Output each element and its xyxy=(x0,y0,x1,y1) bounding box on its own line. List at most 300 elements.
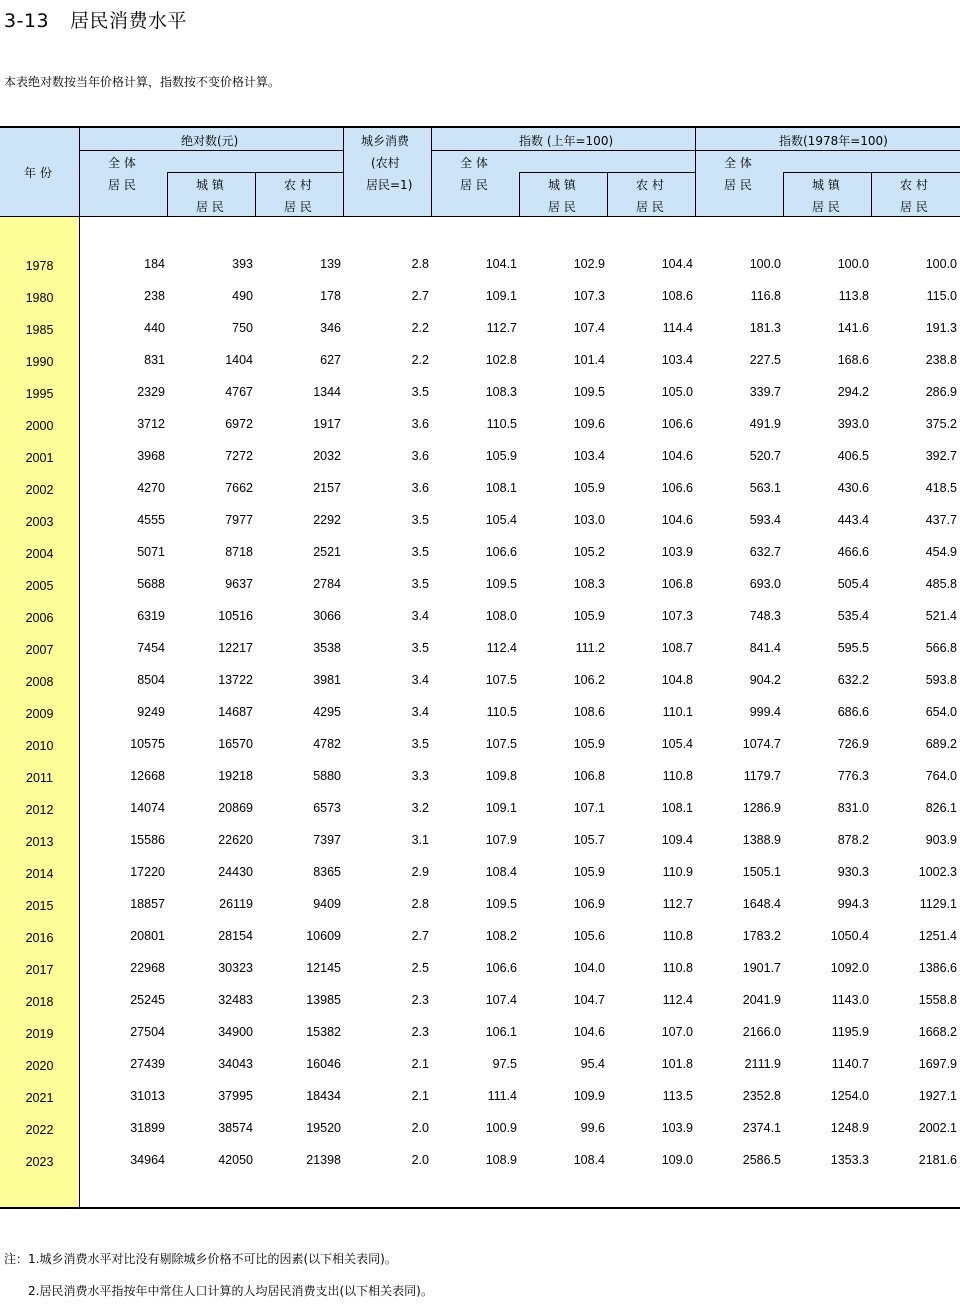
value-cell: 1286.9 xyxy=(742,801,781,815)
value-cell: 108.9 xyxy=(485,1153,517,1167)
value-cell: 6319 xyxy=(137,609,165,623)
header-index-prev: 指数 (上年=100) xyxy=(519,134,614,148)
value-cell: 109.5 xyxy=(573,385,605,399)
value-cell: 3.5 xyxy=(411,577,429,591)
value-cell: 105.4 xyxy=(485,513,517,527)
value-cell: 1050.4 xyxy=(830,929,869,943)
table-row xyxy=(0,1080,960,1112)
value-cell: 112.4 xyxy=(662,993,693,1007)
value-cell: 14074 xyxy=(130,801,165,815)
value-cell: 440 xyxy=(144,321,165,335)
value-cell: 34043 xyxy=(218,1057,253,1071)
value-cell: 42050 xyxy=(218,1153,253,1167)
value-cell: 109.6 xyxy=(573,417,605,431)
value-cell: 106.8 xyxy=(573,769,605,783)
value-cell: 105.7 xyxy=(573,833,605,847)
value-cell: 103.0 xyxy=(573,513,605,527)
header-ratio-line1: 城乡消费 xyxy=(361,134,410,148)
year-cell: 2013 xyxy=(25,835,54,849)
value-cell: 107.5 xyxy=(485,737,517,751)
value-cell: 2166.0 xyxy=(742,1025,781,1039)
value-cell: 105.6 xyxy=(573,929,605,943)
table-row xyxy=(0,952,960,984)
value-cell: 841.4 xyxy=(749,641,781,655)
table-title: 居民消费水平 xyxy=(70,10,188,32)
header-urban-line2: 居 民 xyxy=(548,200,576,214)
header-urban-line1: 城 镇 xyxy=(196,178,224,192)
value-cell: 22620 xyxy=(218,833,253,847)
value-cell: 102.9 xyxy=(573,257,605,271)
value-cell: 9249 xyxy=(137,705,165,719)
value-cell: 520.7 xyxy=(749,449,781,463)
value-cell: 103.4 xyxy=(573,449,605,463)
value-cell: 2.0 xyxy=(411,1121,429,1135)
value-cell: 107.5 xyxy=(485,673,517,687)
value-cell: 107.0 xyxy=(661,1025,693,1039)
value-cell: 2.3 xyxy=(411,1025,429,1039)
value-cell: 2032 xyxy=(313,449,341,463)
header-index-1978: 指数(1978年=100) xyxy=(779,134,888,148)
value-cell: 346 xyxy=(320,321,341,335)
value-cell: 593.4 xyxy=(749,513,781,527)
value-cell: 10575 xyxy=(130,737,165,751)
value-cell: 1917 xyxy=(313,417,341,431)
value-cell: 101.8 xyxy=(661,1057,693,1071)
table-row xyxy=(0,760,960,792)
value-cell: 191.3 xyxy=(925,321,957,335)
value-cell: 21398 xyxy=(306,1153,341,1167)
value-cell: 3066 xyxy=(313,609,341,623)
value-cell: 1901.7 xyxy=(742,961,781,975)
value-cell: 106.6 xyxy=(661,417,693,431)
header-ratio-line2: (农村 xyxy=(371,156,400,170)
value-cell: 593.8 xyxy=(925,673,957,687)
value-cell: 34964 xyxy=(130,1153,165,1167)
value-cell: 103.4 xyxy=(661,353,693,367)
value-cell: 2521 xyxy=(313,545,341,559)
value-cell: 105.9 xyxy=(573,481,605,495)
year-cell: 2017 xyxy=(25,963,54,977)
value-cell: 10609 xyxy=(306,929,341,943)
value-cell: 393 xyxy=(232,257,253,271)
value-cell: 9409 xyxy=(313,897,341,911)
value-cell: 108.0 xyxy=(485,609,517,623)
year-cell: 1985 xyxy=(25,323,54,337)
value-cell: 521.4 xyxy=(925,609,957,623)
header-absolute: 绝对数(元) xyxy=(181,134,239,148)
value-cell: 110.8 xyxy=(662,961,693,975)
value-cell: 748.3 xyxy=(749,609,781,623)
header-divider xyxy=(607,172,608,216)
value-cell: 110.1 xyxy=(662,705,693,719)
value-cell: 105.9 xyxy=(573,865,605,879)
value-cell: 7397 xyxy=(313,833,341,847)
value-cell: 103.9 xyxy=(661,1121,693,1135)
value-cell: 108.1 xyxy=(485,481,517,495)
header-divider xyxy=(167,172,168,216)
value-cell: 2.3 xyxy=(411,993,429,1007)
value-cell: 1092.0 xyxy=(830,961,869,975)
value-cell: 3968 xyxy=(137,449,165,463)
value-cell: 8504 xyxy=(137,673,165,687)
value-cell: 101.4 xyxy=(573,353,605,367)
value-cell: 108.7 xyxy=(661,641,693,655)
year-cell: 1978 xyxy=(25,259,54,273)
value-cell: 103.9 xyxy=(661,545,693,559)
value-cell: 750 xyxy=(232,321,253,335)
value-cell: 106.2 xyxy=(573,673,605,687)
year-cell: 2007 xyxy=(25,643,54,657)
value-cell: 485.8 xyxy=(925,577,957,591)
value-cell: 3.2 xyxy=(411,801,429,815)
value-cell: 2.1 xyxy=(411,1089,429,1103)
footnote-2: 2.居民消费水平指按年中常住人口计算的人均居民消费支出(以下相关表同)。 xyxy=(28,1284,433,1298)
value-cell: 114.4 xyxy=(662,321,693,335)
header-all-line2: 居 民 xyxy=(724,178,752,192)
value-cell: 3.5 xyxy=(411,737,429,751)
year-cell: 2009 xyxy=(25,707,54,721)
header-ratio-line3: 居民=1) xyxy=(366,178,413,192)
value-cell: 109.4 xyxy=(661,833,693,847)
table-row xyxy=(0,248,960,280)
value-cell: 1353.3 xyxy=(830,1153,869,1167)
value-cell: 108.4 xyxy=(573,1153,605,1167)
value-cell: 5880 xyxy=(313,769,341,783)
header-divider xyxy=(79,128,80,216)
value-cell: 32483 xyxy=(218,993,253,1007)
table-row xyxy=(0,1048,960,1080)
year-cell: 2001 xyxy=(25,451,54,465)
value-cell: 111.4 xyxy=(487,1089,517,1103)
year-cell: 2012 xyxy=(25,803,54,817)
value-cell: 3.1 xyxy=(411,833,429,847)
value-cell: 392.7 xyxy=(925,449,957,463)
value-cell: 112.7 xyxy=(662,897,693,911)
value-cell: 102.8 xyxy=(485,353,517,367)
value-cell: 106.9 xyxy=(573,897,605,911)
value-cell: 18857 xyxy=(130,897,165,911)
value-cell: 106.1 xyxy=(485,1025,517,1039)
value-cell: 632.7 xyxy=(749,545,781,559)
table-row xyxy=(0,888,960,920)
value-cell: 7662 xyxy=(225,481,253,495)
value-cell: 184 xyxy=(144,257,165,271)
header-all-line2: 居 民 xyxy=(460,178,488,192)
year-cell: 2015 xyxy=(25,899,54,913)
value-cell: 2.2 xyxy=(411,353,429,367)
value-cell: 3981 xyxy=(313,673,341,687)
value-cell: 18434 xyxy=(306,1089,341,1103)
value-cell: 104.0 xyxy=(573,961,605,975)
value-cell: 454.9 xyxy=(925,545,957,559)
table-row xyxy=(0,1016,960,1048)
value-cell: 4295 xyxy=(313,705,341,719)
value-cell: 26119 xyxy=(219,897,253,911)
value-cell: 9637 xyxy=(225,577,253,591)
page-title xyxy=(4,6,187,33)
value-cell: 106.6 xyxy=(485,545,517,559)
value-cell: 1388.9 xyxy=(742,833,781,847)
value-cell: 17220 xyxy=(130,865,165,879)
value-cell: 3.5 xyxy=(411,641,429,655)
value-cell: 108.1 xyxy=(661,801,693,815)
header-all-line1: 全 体 xyxy=(460,156,488,170)
value-cell: 100.0 xyxy=(837,257,869,271)
header-rule xyxy=(784,172,960,173)
value-cell: 105.0 xyxy=(661,385,693,399)
table-row xyxy=(0,1112,960,1144)
value-cell: 693.0 xyxy=(749,577,781,591)
value-cell: 139 xyxy=(320,257,341,271)
value-cell: 6573 xyxy=(313,801,341,815)
value-cell: 3.3 xyxy=(411,769,429,783)
value-cell: 25245 xyxy=(130,993,165,1007)
value-cell: 5688 xyxy=(137,577,165,591)
value-cell: 168.6 xyxy=(837,353,869,367)
value-cell: 181.3 xyxy=(749,321,781,335)
table-row xyxy=(0,728,960,760)
year-cell: 2010 xyxy=(25,739,54,753)
header-rural-line2: 居 民 xyxy=(900,200,928,214)
year-cell: 2008 xyxy=(25,675,54,689)
value-cell: 110.5 xyxy=(486,705,517,719)
value-cell: 115.0 xyxy=(926,289,957,303)
value-cell: 2.9 xyxy=(411,865,429,879)
table-row xyxy=(0,824,960,856)
value-cell: 466.6 xyxy=(837,545,869,559)
value-cell: 3.5 xyxy=(411,513,429,527)
value-cell: 2329 xyxy=(137,385,165,399)
value-cell: 1668.2 xyxy=(918,1025,957,1039)
value-cell: 2.2 xyxy=(411,321,429,335)
value-cell: 27504 xyxy=(130,1025,165,1039)
header-divider xyxy=(343,128,344,216)
value-cell: 104.4 xyxy=(661,257,693,271)
value-cell: 3.6 xyxy=(411,417,429,431)
table-row xyxy=(0,376,960,408)
table-row xyxy=(0,792,960,824)
header-rule xyxy=(520,172,696,173)
value-cell: 105.9 xyxy=(573,609,605,623)
table-row xyxy=(0,568,960,600)
value-cell: 12217 xyxy=(218,641,253,655)
value-cell: 109.1 xyxy=(485,801,517,815)
value-cell: 110.8 xyxy=(662,929,693,943)
footnote-1: 注：1.城乡消费水平对比没有剔除城乡价格不可比的因素(以下相关表同)。 xyxy=(4,1252,397,1266)
table-header xyxy=(0,128,960,216)
value-cell: 2.1 xyxy=(411,1057,429,1071)
value-cell: 904.2 xyxy=(749,673,781,687)
value-cell: 566.8 xyxy=(925,641,957,655)
value-cell: 2784 xyxy=(313,577,341,591)
header-divider xyxy=(255,172,256,216)
value-cell: 430.6 xyxy=(837,481,869,495)
table-row xyxy=(0,536,960,568)
value-cell: 878.2 xyxy=(837,833,869,847)
value-cell: 1129.1 xyxy=(919,897,957,911)
value-cell: 238.8 xyxy=(925,353,957,367)
value-cell: 3.6 xyxy=(411,481,429,495)
table-row xyxy=(0,664,960,696)
value-cell: 111.2 xyxy=(575,641,605,655)
value-cell: 375.2 xyxy=(925,417,957,431)
year-cell: 2020 xyxy=(25,1059,54,1073)
header-divider xyxy=(519,172,520,216)
value-cell: 104.7 xyxy=(573,993,605,1007)
value-cell: 535.4 xyxy=(837,609,869,623)
value-cell: 108.4 xyxy=(485,865,517,879)
year-cell: 2004 xyxy=(25,547,54,561)
value-cell: 108.6 xyxy=(573,705,605,719)
value-cell: 505.4 xyxy=(837,577,869,591)
value-cell: 632.2 xyxy=(837,673,869,687)
year-cell: 2006 xyxy=(25,611,54,625)
value-cell: 95.4 xyxy=(580,1057,605,1071)
value-cell: 110.9 xyxy=(662,865,693,879)
value-cell: 339.7 xyxy=(749,385,781,399)
header-urban-line1: 城 镇 xyxy=(812,178,840,192)
value-cell: 8365 xyxy=(313,865,341,879)
value-cell: 16046 xyxy=(306,1057,341,1071)
table-row xyxy=(0,600,960,632)
year-cell: 2014 xyxy=(25,867,54,881)
value-cell: 831 xyxy=(144,353,165,367)
value-cell: 2586.5 xyxy=(742,1153,781,1167)
header-rural-line2: 居 民 xyxy=(636,200,664,214)
value-cell: 393.0 xyxy=(837,417,869,431)
header-divider xyxy=(871,172,872,216)
table-row xyxy=(0,632,960,664)
value-cell: 1558.8 xyxy=(918,993,957,1007)
value-cell: 105.9 xyxy=(485,449,517,463)
value-cell: 654.0 xyxy=(925,705,957,719)
value-cell: 563.1 xyxy=(749,481,781,495)
value-cell: 3712 xyxy=(137,417,165,431)
table-description: 本表绝对数按当年价格计算，指数按不变价格计算。 xyxy=(4,75,281,89)
header-rural-line1: 农 村 xyxy=(900,178,928,192)
value-cell: 2111.9 xyxy=(744,1057,781,1071)
value-cell: 418.5 xyxy=(925,481,957,495)
value-cell: 107.4 xyxy=(573,321,605,335)
value-cell: 3.5 xyxy=(411,385,429,399)
value-cell: 109.8 xyxy=(485,769,517,783)
value-cell: 3.4 xyxy=(411,609,429,623)
value-cell: 776.3 xyxy=(837,769,869,783)
value-cell: 1783.2 xyxy=(742,929,781,943)
value-cell: 2.0 xyxy=(411,1153,429,1167)
table-row xyxy=(0,696,960,728)
value-cell: 12145 xyxy=(306,961,341,975)
value-cell: 105.9 xyxy=(573,737,605,751)
value-cell: 106.8 xyxy=(661,577,693,591)
value-cell: 294.2 xyxy=(837,385,869,399)
value-cell: 31013 xyxy=(130,1089,165,1103)
table-row xyxy=(0,280,960,312)
year-cell: 1980 xyxy=(25,291,54,305)
value-cell: 108.3 xyxy=(573,577,605,591)
value-cell: 1404 xyxy=(225,353,253,367)
year-cell: 2019 xyxy=(25,1027,54,1041)
header-urban-line2: 居 民 xyxy=(196,200,224,214)
value-cell: 2.5 xyxy=(411,961,429,975)
value-cell: 3.4 xyxy=(411,705,429,719)
value-cell: 1344 xyxy=(313,385,341,399)
value-cell: 2.8 xyxy=(411,897,429,911)
table-row xyxy=(0,920,960,952)
value-cell: 112.7 xyxy=(486,321,517,335)
value-cell: 107.4 xyxy=(485,993,517,1007)
value-cell: 490 xyxy=(232,289,253,303)
table-bottom-border xyxy=(0,1207,960,1209)
value-cell: 930.3 xyxy=(837,865,869,879)
value-cell: 2.7 xyxy=(411,929,429,943)
value-cell: 13722 xyxy=(218,673,253,687)
year-cell: 2021 xyxy=(25,1091,54,1105)
value-cell: 2.7 xyxy=(411,289,429,303)
value-cell: 2041.9 xyxy=(742,993,781,1007)
value-cell: 104.6 xyxy=(573,1025,605,1039)
value-cell: 3.5 xyxy=(411,545,429,559)
value-cell: 110.5 xyxy=(486,417,517,431)
value-cell: 109.0 xyxy=(661,1153,693,1167)
value-cell: 106.6 xyxy=(485,961,517,975)
value-cell: 2292 xyxy=(313,513,341,527)
table-row xyxy=(0,312,960,344)
header-all-line1: 全 体 xyxy=(108,156,136,170)
value-cell: 28154 xyxy=(218,929,253,943)
value-cell: 99.6 xyxy=(580,1121,605,1135)
value-cell: 14687 xyxy=(218,705,253,719)
year-cell: 2000 xyxy=(25,419,54,433)
value-cell: 286.9 xyxy=(925,385,957,399)
header-all-line1: 全 体 xyxy=(724,156,752,170)
value-cell: 15382 xyxy=(306,1025,341,1039)
value-cell: 7454 xyxy=(137,641,165,655)
value-cell: 105.4 xyxy=(661,737,693,751)
year-cell: 2018 xyxy=(25,995,54,1009)
value-cell: 1140.7 xyxy=(831,1057,869,1071)
value-cell: 1143.0 xyxy=(831,993,869,1007)
value-cell: 109.9 xyxy=(573,1089,605,1103)
value-cell: 443.4 xyxy=(837,513,869,527)
value-cell: 178 xyxy=(320,289,341,303)
value-cell: 2002.1 xyxy=(918,1121,957,1135)
table-number: 3-13 xyxy=(4,10,50,32)
value-cell: 227.5 xyxy=(749,353,781,367)
table-body xyxy=(0,248,960,1176)
table-row xyxy=(0,984,960,1016)
header-all-line2: 居 民 xyxy=(108,178,136,192)
value-cell: 1002.3 xyxy=(918,865,957,879)
value-cell: 34900 xyxy=(218,1025,253,1039)
header-divider xyxy=(431,128,432,216)
table-row xyxy=(0,472,960,504)
value-cell: 1251.4 xyxy=(918,929,957,943)
value-cell: 1254.0 xyxy=(830,1089,869,1103)
value-cell: 20801 xyxy=(130,929,165,943)
value-cell: 3538 xyxy=(313,641,341,655)
value-cell: 7977 xyxy=(225,513,253,527)
header-urban-line2: 居 民 xyxy=(812,200,840,214)
value-cell: 491.9 xyxy=(749,417,781,431)
value-cell: 30323 xyxy=(218,961,253,975)
header-divider xyxy=(783,172,784,216)
table-row xyxy=(0,440,960,472)
year-cell: 1995 xyxy=(25,387,54,401)
value-cell: 141.6 xyxy=(837,321,869,335)
header-rural-line1: 农 村 xyxy=(636,178,664,192)
header-urban-line1: 城 镇 xyxy=(548,178,576,192)
